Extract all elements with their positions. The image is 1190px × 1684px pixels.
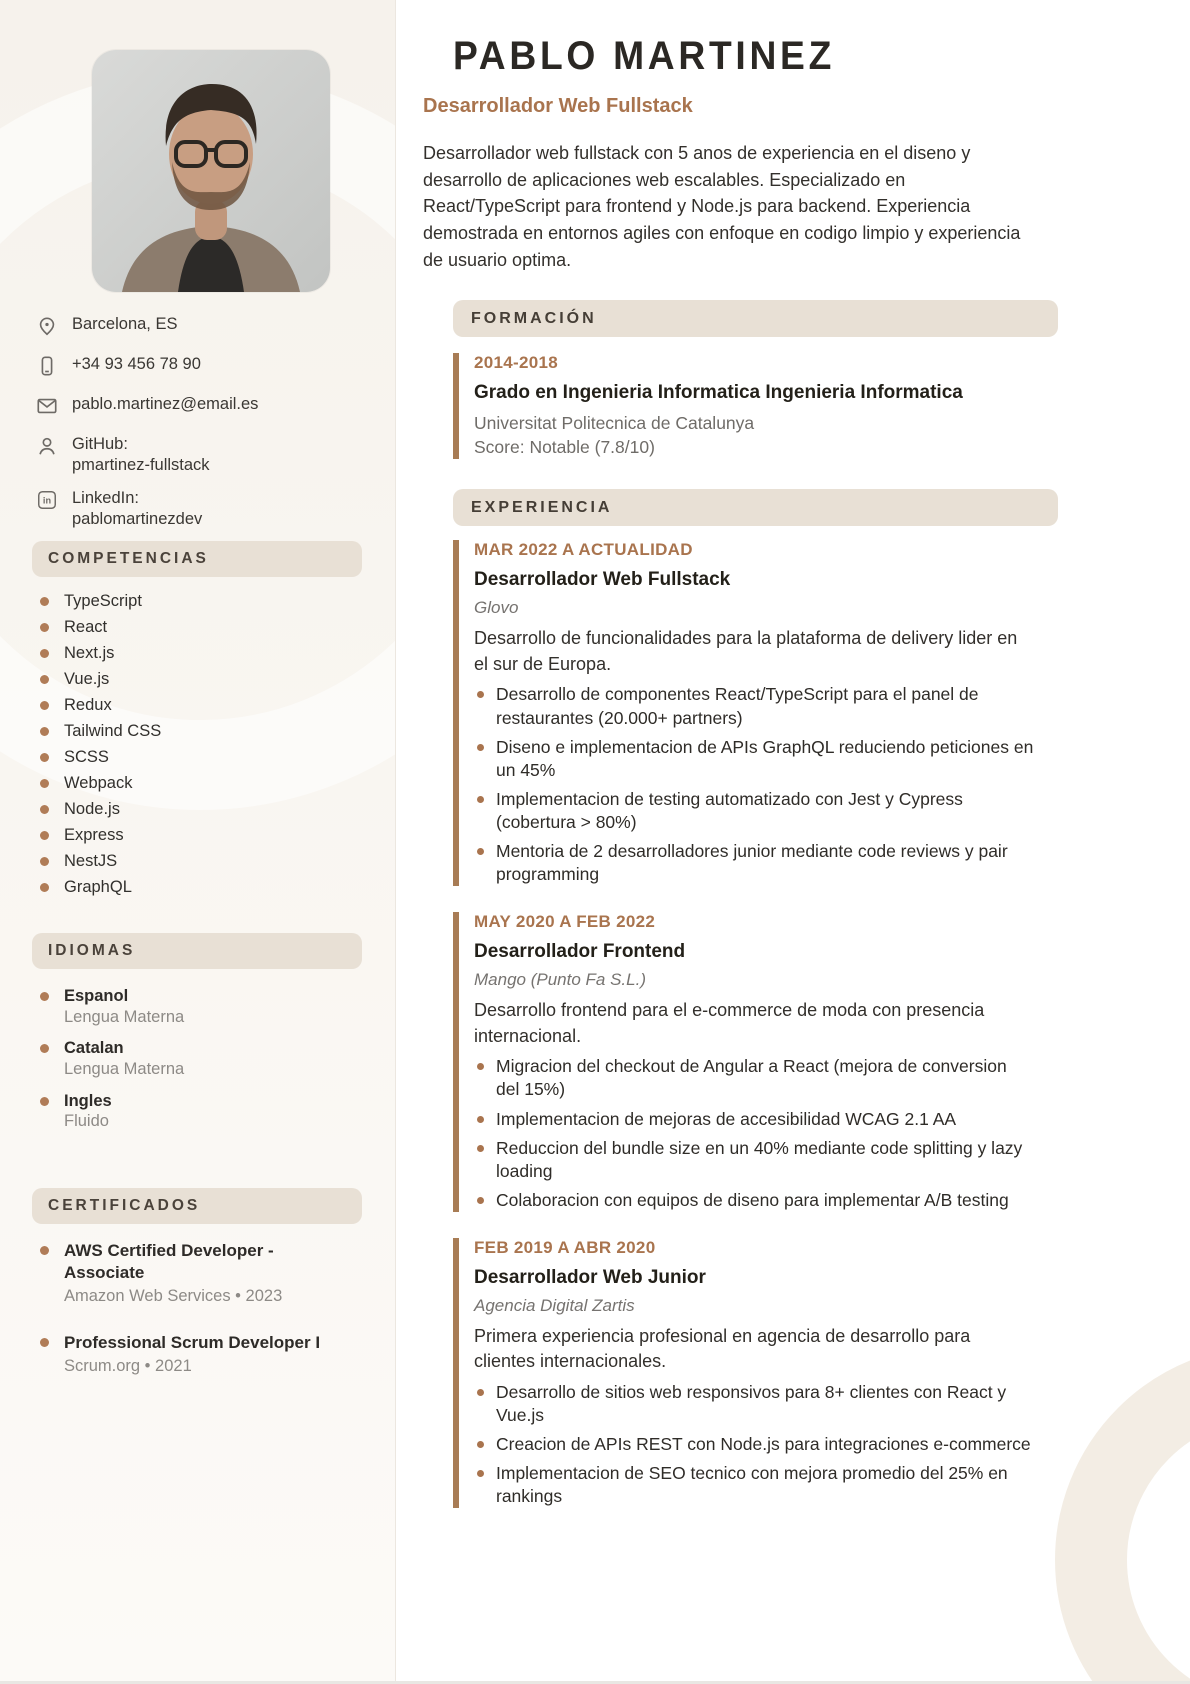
- job-summary: Primera experiencia profesional en agencia de desarrollo para clientes internacionales.: [474, 1325, 971, 1372]
- job-bullet: [474, 1108, 1034, 1131]
- job-bullet-text: Implementacion de testing automatizado con Jest y Cypress (cobertura > 80%): [496, 788, 963, 832]
- bullet-dot: [477, 691, 484, 698]
- languages-list: [40, 986, 360, 1143]
- bullet-dot: [477, 848, 484, 855]
- language-name: Espanol: [64, 987, 129, 1005]
- contact-github: [36, 434, 366, 476]
- job-bullet: [474, 1055, 1034, 1101]
- job-role: Desarrollador Web Fullstack: [474, 569, 731, 591]
- skill-label: NestJS: [64, 851, 118, 870]
- certificate-issuer: Scrum.org • 2021: [64, 1356, 192, 1375]
- certificates-list: [40, 1240, 340, 1401]
- bullet-dot: [40, 623, 49, 632]
- language-item: [40, 986, 360, 1027]
- skill-item: [40, 874, 360, 900]
- job-period: MAR 2022 A ACTUALIDAD: [474, 540, 693, 560]
- profile-photo: [92, 50, 330, 292]
- skills-list: [40, 588, 360, 900]
- job-bullet-text: Colaboracion con equipos de diseno para implementar A/B testing: [496, 1189, 1009, 1210]
- job-period: FEB 2019 A ABR 2020: [474, 1237, 656, 1257]
- bullet-dot: [40, 597, 49, 606]
- job-bullet-text: Reduccion del bundle size en un 40% mediante code splitting y lazy loading: [496, 1137, 1023, 1181]
- bullet-dot: [40, 779, 49, 788]
- contact-email: [36, 394, 366, 422]
- skill-label: Redux: [64, 695, 112, 714]
- job-bullet-text: Implementacion de mejoras de accesibilidad WCAG 2.1 AA: [496, 1108, 957, 1129]
- linkedin-icon: [36, 489, 60, 516]
- skill-item: [40, 822, 360, 848]
- bullet-dot: [40, 649, 49, 658]
- language-level: Lengua Materna: [64, 1007, 185, 1026]
- skill-item: [40, 718, 360, 744]
- job-bullet: [474, 1381, 1034, 1427]
- contact-phone-text: +34 93 456 78 90: [72, 355, 201, 373]
- job-entry: [453, 912, 1063, 1212]
- bullet-dot: [477, 796, 484, 803]
- contact-linkedin-value: pablomartinezdev: [72, 510, 203, 529]
- candidate-title: Desarrollador Web Fullstack: [423, 95, 693, 117]
- job-bullet: [474, 788, 1034, 834]
- skill-item: [40, 796, 360, 822]
- contact-linkedin-label: LinkedIn:: [72, 489, 139, 508]
- skill-label: Express: [64, 825, 124, 844]
- skill-label: TypeScript: [64, 591, 142, 610]
- skill-item: [40, 588, 360, 614]
- certificate-item: [40, 1240, 340, 1308]
- skill-label: Tailwind CSS: [64, 721, 162, 740]
- skill-item: [40, 614, 360, 640]
- job-company: Glovo: [474, 598, 519, 618]
- job-bullet-text: Diseno e implementacion de APIs GraphQL reduciendo peticiones en un 45%: [496, 736, 1034, 780]
- language-name: Ingles: [64, 1091, 112, 1110]
- job-entry: [453, 1238, 1063, 1509]
- job-bullet: [474, 736, 1034, 782]
- job-bullet-text: Desarrollo de componentes React/TypeScript para el panel de restaurantes (20.000+ partners): [496, 684, 979, 728]
- skill-label: React: [64, 617, 108, 636]
- skill-label: Node.js: [64, 799, 120, 818]
- job-bullets: [474, 1055, 1063, 1212]
- bullet-dot: [477, 1441, 484, 1448]
- job-summary: Desarrollo de funcionalidades para la plataforma de delivery lider en el sur de Europa.: [474, 628, 1018, 674]
- bullet-dot: [40, 675, 49, 684]
- bullet-dot: [40, 992, 49, 1001]
- formacion-header: [453, 300, 1058, 337]
- contact-location: [36, 314, 366, 342]
- contact-list: [36, 314, 366, 542]
- phone-icon: [36, 355, 60, 382]
- job-company: Mango (Punto Fa S.L.): [474, 970, 646, 990]
- bullet-dot: [40, 805, 49, 814]
- bullet-dot: [477, 1389, 484, 1396]
- job-bullet-text: Desarrollo de sitios web responsivos para 8+ clientes con React y Vue.js: [496, 1381, 1007, 1426]
- education-period: 2014-2018: [474, 353, 558, 373]
- job-bullet: [474, 1462, 1034, 1508]
- sidebar: [0, 0, 396, 1681]
- job-entry: [453, 540, 1063, 886]
- education-score: Score: Notable (7.8/10): [474, 436, 655, 457]
- main-content: [423, 0, 1063, 1508]
- skill-label: GraphQL: [64, 877, 132, 896]
- job-role: Desarrollador Web Junior: [474, 1266, 706, 1288]
- job-bullet: [474, 840, 1034, 886]
- skill-label: Next.js: [64, 643, 115, 662]
- skill-label: Vue.js: [64, 669, 110, 688]
- candidate-name: PABLO MARTINEZ: [453, 34, 836, 78]
- job-bullets: [474, 683, 1063, 886]
- certificate-item: [40, 1332, 340, 1378]
- skill-item: [40, 640, 360, 666]
- competencias-header: [32, 541, 362, 577]
- job-bullets: [474, 1381, 1063, 1508]
- idiomas-header: [32, 933, 362, 969]
- contact-email-text: pablo.martinez@email.es: [72, 395, 259, 413]
- bullet-dot: [40, 727, 49, 736]
- education-entry: [453, 353, 1063, 459]
- skill-label: Webpack: [64, 773, 133, 792]
- bullet-dot: [477, 1145, 484, 1152]
- bullet-dot: [477, 1197, 484, 1204]
- certificate-name: Professional Scrum Developer I: [64, 1332, 321, 1352]
- language-item: [40, 1091, 360, 1132]
- bullet-dot: [40, 883, 49, 892]
- skill-item: [40, 666, 360, 692]
- svg-text:in: in: [42, 495, 52, 506]
- language-level: Fluido: [64, 1112, 109, 1131]
- bullet-dot: [40, 753, 49, 762]
- experiencia-header: [453, 489, 1058, 526]
- contact-github-value: pmartinez-fullstack: [72, 456, 210, 475]
- user-icon: [36, 435, 60, 462]
- bullet-dot: [477, 1063, 484, 1070]
- bullet-dot: [477, 1116, 484, 1123]
- contact-phone: [36, 354, 366, 382]
- contact-location-text: Barcelona, ES: [72, 315, 178, 333]
- job-bullet: [474, 1137, 1034, 1183]
- map-pin-icon: [36, 315, 60, 342]
- idiomas-title: IDIOMAS: [48, 942, 136, 959]
- language-name: Catalan: [64, 1039, 124, 1058]
- skill-label: SCSS: [64, 747, 109, 766]
- language-level: Lengua Materna: [64, 1059, 185, 1078]
- formacion-title: FORMACIÓN: [471, 309, 597, 327]
- experiencia-title: EXPERIENCIA: [471, 498, 613, 516]
- bullet-dot: [477, 1470, 484, 1477]
- skill-item: [40, 692, 360, 718]
- job-bullet: [474, 1433, 1034, 1456]
- certificados-header: [32, 1188, 362, 1224]
- job-bullet-text: Implementacion de SEO tecnico con mejora promedio del 25% en rankings: [496, 1463, 1008, 1507]
- skill-item: [40, 848, 360, 874]
- certificados-title: CERTIFICADOS: [48, 1197, 201, 1214]
- job-bullet-text: Migracion del checkout de Angular a React (mejora de conversion del 15%): [496, 1056, 1007, 1100]
- certificate-name: AWS Certified Developer - Associate: [64, 1241, 274, 1283]
- bullet-dot: [40, 857, 49, 866]
- skill-item: [40, 770, 360, 796]
- profile-summary: Desarrollador web fullstack con 5 anos de experiencia en el diseno y desarrollo de aplicaciones web escalables. Especializado en React/TypeScript para frontend y Node.js para backend. Experiencia demostrada en entornos agiles con enfoque en codigo limpio y experiencia de usuario optima.: [423, 143, 1021, 270]
- bullet-dot: [40, 1338, 49, 1347]
- job-bullet: [474, 1189, 1034, 1212]
- job-company: Agencia Digital Zartis: [474, 1295, 635, 1315]
- certificate-issuer: Amazon Web Services • 2023: [64, 1287, 283, 1306]
- job-period: MAY 2020 A FEB 2022: [474, 912, 656, 932]
- mail-icon: [36, 395, 60, 422]
- job-bullet: [474, 683, 1034, 729]
- bullet-dot: [477, 744, 484, 751]
- education-school: Universitat Politecnica de Catalunya: [474, 413, 755, 434]
- bullet-dot: [40, 1097, 49, 1106]
- contact-github-label: GitHub:: [72, 435, 128, 453]
- bullet-dot: [40, 831, 49, 840]
- bullet-dot: [40, 1246, 49, 1255]
- job-bullet-text: Creacion de APIs REST con Node.js para integraciones e-commerce: [496, 1434, 1031, 1455]
- education-degree: Grado en Ingenieria Informatica Ingenieria Informatica: [474, 382, 963, 404]
- job-bullet-text: Mentoria de 2 desarrolladores junior mediante code reviews y pair programming: [496, 841, 1008, 885]
- bullet-dot: [40, 1044, 49, 1053]
- language-item: [40, 1038, 360, 1079]
- job-summary: Desarrollo frontend para el e-commerce de moda con presencia internacional.: [474, 1000, 985, 1046]
- job-role: Desarrollador Frontend: [474, 941, 686, 963]
- contact-linkedin: [36, 488, 366, 530]
- skill-item: [40, 744, 360, 770]
- decorative-ring-bottom: [1055, 1345, 1190, 1684]
- competencias-title: COMPETENCIAS: [48, 550, 209, 567]
- bullet-dot: [40, 701, 49, 710]
